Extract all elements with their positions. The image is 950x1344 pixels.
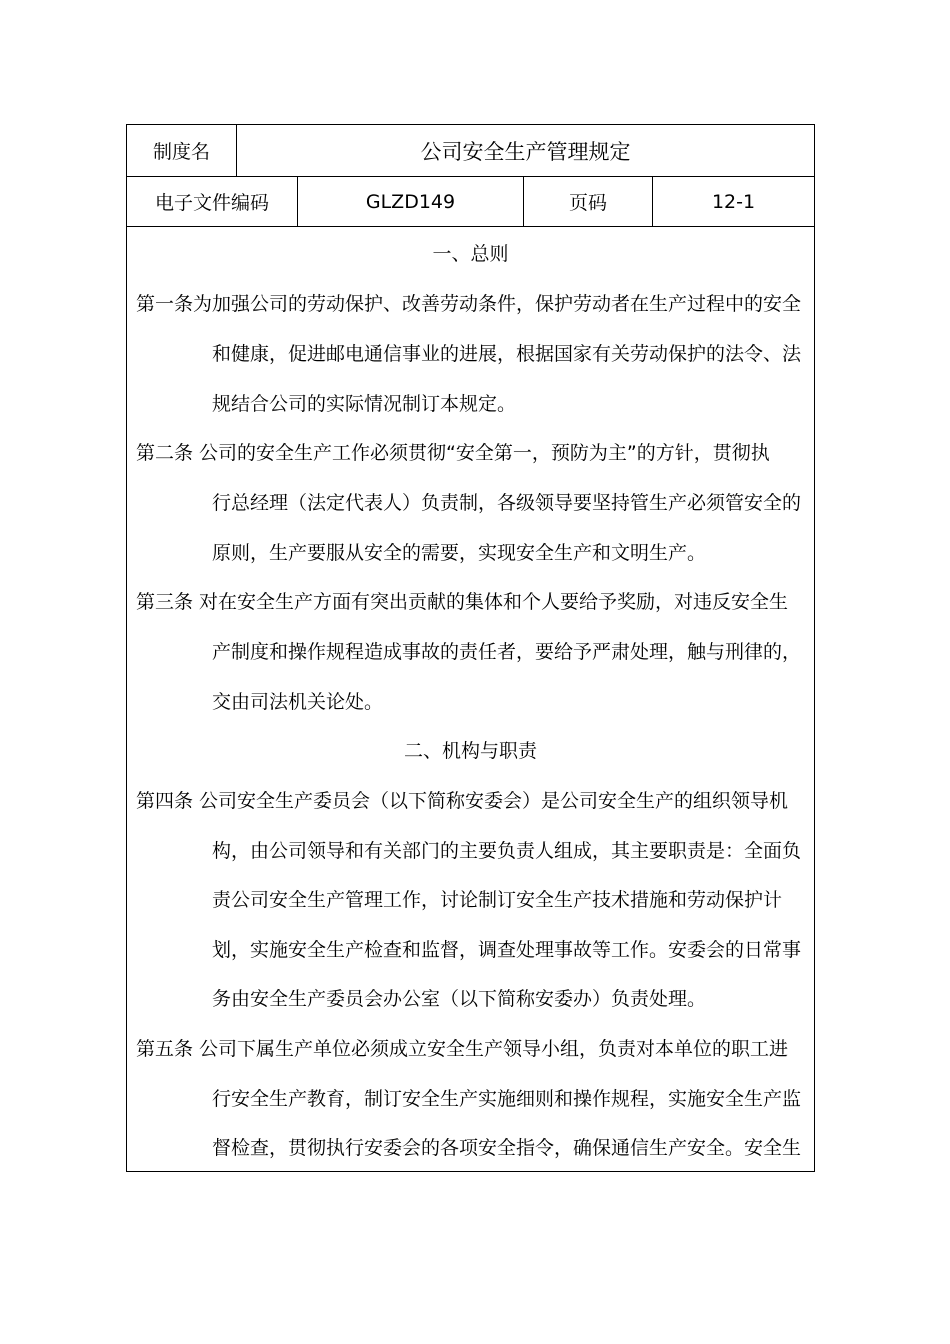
article-line: 第三条 对在安全生产方面有突出贡献的集体和个人要给予奖励，对违反安全生 (136, 591, 789, 613)
article-line: 构，由公司领导和有关部门的主要负责人组成，其主要职责是：全面负 (212, 840, 802, 862)
article-line: 交由司法机关论处。 (212, 691, 384, 713)
article-line: 第四条 公司安全生产委员会（以下简称安委会）是公司安全生产的组织领导机 (136, 790, 789, 812)
article-line: 产制度和操作规程造成事故的责任者，要给予严肃处理，触与刑律的， (212, 641, 802, 663)
article-line: 第一条为加强公司的劳动保护、改善劳动条件，保护劳动者在生产过程中的安全 (136, 293, 802, 315)
header-row-title (127, 125, 814, 177)
document-table (126, 124, 815, 1172)
article-line: 规结合公司的实际情况制订本规定。 (212, 393, 517, 415)
header-row-meta (127, 177, 814, 227)
article-line: 督检查，贯彻执行安委会的各项安全指令，确保通信生产安全。安全生 (212, 1137, 802, 1159)
page-value: 12-1 (711, 190, 756, 213)
article-line: 第二条 公司的安全生产工作必须贯彻“安全第一，预防为主”的方针，贯彻执 (136, 442, 770, 464)
article-line: 行安全生产教育，制订安全生产实施细则和操作规程，实施安全生产监 (212, 1088, 802, 1110)
page-label: 页码 (568, 192, 607, 214)
article-line: 划，实施安全生产检查和监督，调查处理事故等工作。安委会的日常事 (212, 939, 802, 961)
code-value: GLZD149 (365, 190, 456, 213)
section-heading: 二、机构与职责 (403, 740, 537, 762)
code-label: 电子文件编码 (154, 192, 269, 214)
document-body (127, 227, 814, 1171)
article-line: 和健康，促进邮电通信事业的进展，根据国家有关劳动保护的法令、法 (212, 343, 802, 365)
document-title: 公司安全生产管理规定 (420, 139, 631, 164)
article-line: 第五条 公司下属生产单位必须成立安全生产领导小组，负责对本单位的职工进 (136, 1038, 789, 1060)
article-line: 原则，生产要服从安全的需要，实现安全生产和文明生产。 (212, 542, 707, 564)
section-heading: 一、总则 (432, 243, 509, 265)
name-label: 制度名 (152, 141, 210, 163)
article-line: 行总经理（法定代表人）负责制，各级领导要坚持管生产必须管安全的 (212, 492, 802, 514)
article-line: 务由安全生产委员会办公室（以下简称安委办）负责处理。 (212, 988, 707, 1010)
article-line: 责公司安全生产管理工作，讨论制订安全生产技术措施和劳动保护计 (212, 889, 783, 911)
